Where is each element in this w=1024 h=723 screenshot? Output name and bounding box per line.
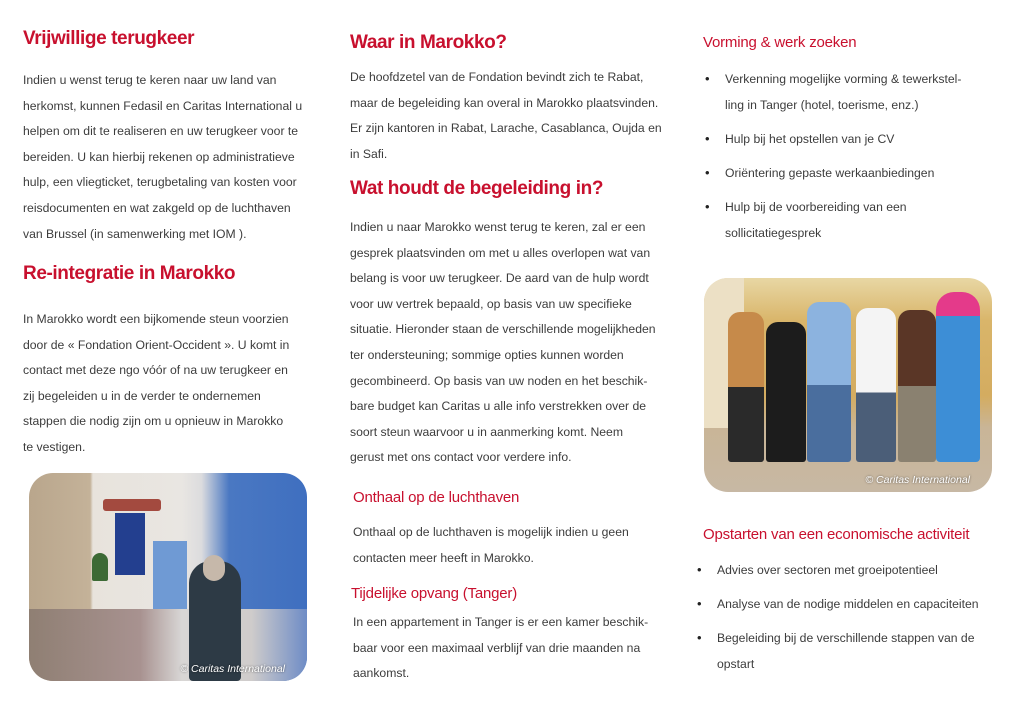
paragraph-line: zij begeleiden u in de verder te ondernemen [23, 388, 261, 403]
paragraph-line: contact met deze ngo vóór of na uw terugkeer en [23, 363, 288, 378]
paragraph-line: bereiden. U kan hierbij rekenen op administratieve [23, 149, 295, 164]
paragraph-line: contacten meer heeft in Marokko. [353, 550, 534, 565]
list-item-text: • Hulp bij het opstellen van je CV [725, 132, 895, 146]
list-item-text: ling in Tanger (hotel, toerisme, enz.) [725, 98, 919, 112]
paragraph-re-integratie [23, 307, 289, 461]
heading-wat-houdt-begeleiding-in: Wat houdt de begeleiding in? [350, 178, 604, 199]
paragraph-line: gesprek plaatsvinden om met u alles overlopen wat van [350, 245, 651, 260]
paragraph-line: door de « Fondation Orient-Occident ». U komt in [23, 337, 290, 352]
paragraph-line: In een appartement in Tanger is er een kamer beschik- [353, 615, 649, 629]
list-item-text: • Analyse van de nodige middelen en capaciteiten [717, 597, 979, 611]
list-vorming-werk-zoeken [703, 66, 961, 254]
paragraph-line: in Safi. [350, 146, 388, 161]
paragraph-line: aankomst. [353, 666, 410, 681]
photo-credit: © Caritas International [865, 474, 970, 486]
heading-onthaal-luchthaven: Onthaal op de luchthaven [353, 489, 520, 506]
list-item-text: opstart [717, 657, 755, 671]
list-item-text: • Oriëntering gepaste werkaanbiedingen [725, 166, 935, 180]
photo-awning [103, 499, 161, 511]
heading-tijdelijke-opvang: Tijdelijke opvang (Tanger) [351, 585, 517, 602]
paragraph-line: Onthaal op de luchthaven is mogelijk indien u geen [353, 525, 629, 539]
photo-woman-head [203, 555, 225, 581]
paragraph-tijdelijke-opvang [353, 610, 648, 687]
paragraph-line: situatie. Hieronder staan de verschillende mogelijkheden [350, 322, 656, 337]
paragraph-line: voor uw vertrek bepaald, op basis van uw specifieke [350, 296, 632, 311]
paragraph-line: gecombineerd. Op basis van uw noden en het beschik- [350, 373, 648, 388]
paragraph-vrijwillige-terugkeer [23, 68, 302, 247]
paragraph-line: bare budget kan Caritas u alle info verstrekken over de [350, 399, 647, 414]
list-item-text: • Verkenning mogelijke vorming & tewerkstel- [725, 72, 962, 86]
paragraph-line: reisdocumenten en wat zakgeld op de luchthaven [23, 200, 291, 215]
photo-plant [92, 553, 108, 581]
heading-vorming-werk-zoeken: Vorming & werk zoeken [703, 34, 857, 51]
list-item-text: • Hulp bij de voorbereiding van een [725, 200, 907, 214]
paragraph-line: Er zijn kantoren in Rabat, Larache, Casablanca, Oujda en [350, 121, 662, 136]
group-photo [704, 278, 992, 492]
paragraph-line: belang is voor uw terugkeer. De aard van de hulp wordt [350, 271, 649, 286]
paragraph-line: hulp, een vliegticket, terugbetaling van kosten voor [23, 175, 297, 190]
list-opstarten-economische-activiteit [695, 557, 979, 685]
list-item [695, 591, 979, 617]
paragraph-line: De hoofdzetel van de Fondation bevindt zich te Rabat, [350, 70, 644, 84]
photo-person-1 [728, 312, 764, 462]
list-item [703, 126, 961, 152]
photo-person-3 [807, 302, 851, 462]
photo-person-6 [936, 292, 980, 462]
list-item-text: • Begeleiding bij de verschillende stappen van de [717, 631, 975, 645]
paragraph-line: van Brussel (in samenwerking met IOM ). [23, 226, 247, 241]
list-item [703, 66, 961, 118]
list-item [695, 625, 979, 677]
paragraph-line: gerust met ons contact voor verdere info. [350, 450, 572, 465]
paragraph-onthaal-luchthaven [353, 520, 629, 571]
paragraph-line: In Marokko wordt een bijkomende steun voorzien [23, 312, 289, 326]
street-photo [29, 473, 307, 681]
photo-blue-door [115, 513, 145, 575]
photo-person-4 [856, 308, 896, 462]
paragraph-line: soort steun waarvoor u in aanmerking komt. Neem [350, 424, 623, 439]
paragraph-line: ter ondersteuning; sommige opties kunnen worden [350, 347, 624, 362]
heading-vrijwillige-terugkeer: Vrijwillige terugkeer [23, 28, 195, 49]
heading-waar-in-marokko: Waar in Marokko? [350, 32, 507, 53]
list-item-text: sollicitatiegesprek [725, 226, 822, 240]
photo-credit: © Caritas International [180, 663, 285, 675]
photo-person-5 [898, 310, 936, 462]
paragraph-line: stappen die nodig zijn om u opnieuw in Marokko [23, 414, 284, 429]
paragraph-line: Indien u wenst terug te keren naar uw land van [23, 73, 277, 87]
paragraph-waar-in-marokko [350, 65, 662, 167]
photo-person-2 [766, 322, 806, 462]
paragraph-wat-houdt-begeleiding-in [350, 215, 656, 471]
list-item [703, 194, 961, 246]
list-item-text: • Advies over sectoren met groeipotentieel [717, 563, 938, 577]
heading-re-integratie: Re-integratie in Marokko [23, 263, 236, 284]
list-item [695, 557, 979, 583]
paragraph-line: te vestigen. [23, 439, 86, 454]
heading-opstarten-economische-activiteit: Opstarten van een economische activiteit [703, 526, 970, 543]
list-item [703, 160, 961, 186]
photo-blue-wall [153, 541, 187, 611]
paragraph-line: helpen om dit te realiseren en uw terugkeer voor te [23, 124, 299, 139]
paragraph-line: maar de begeleiding kan overal in Marokko plaatsvinden. [350, 95, 659, 110]
paragraph-line: herkomst, kunnen Fedasil en Caritas International u [23, 98, 303, 113]
paragraph-line: Indien u naar Marokko wenst terug te keren, zal er een [350, 220, 646, 234]
paragraph-line: baar voor een maximaal verblijf van drie maanden na [353, 640, 641, 655]
